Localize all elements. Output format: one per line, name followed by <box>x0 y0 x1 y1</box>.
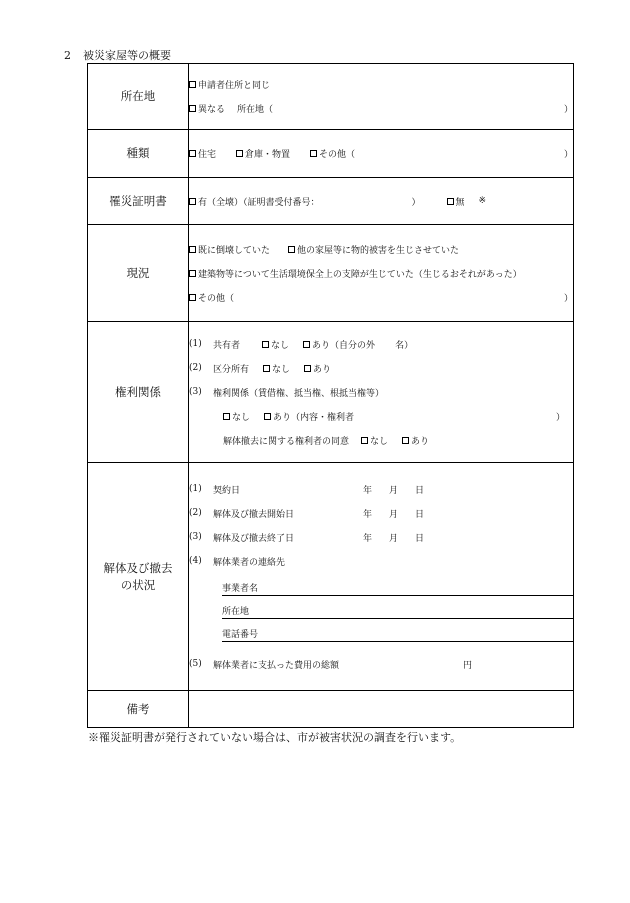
row-rights: 権利関係 (1) 共有者 なし あり （自分の外 名） (2) 区分所有 なし あり (3) 権利関係（賃借権、抵当権、根抵当権等） なし あり （内容・権利者 ） 解体撤去に関する権利者の同意 なし あり <box>88 322 574 463</box>
checkbox-icon[interactable] <box>236 150 243 157</box>
status-label: 現況 <box>88 225 189 322</box>
section-title <box>64 47 171 63</box>
remarks-label: 備考 <box>88 691 189 728</box>
checkbox-icon[interactable] <box>447 198 454 205</box>
checkbox-icon[interactable] <box>189 270 196 277</box>
status-damage-option[interactable]: 他の家屋等に物的被害を生じさせていた <box>297 245 460 256</box>
checkbox-icon[interactable] <box>402 437 409 444</box>
consent-label: 解体撤去に関する権利者の同意 <box>223 436 350 447</box>
status-environment-option[interactable]: 建築物等について生活環境保全上の支障が生じていた（生じるおそれがあった） <box>198 269 522 280</box>
start-date-line: (2) 解体及び撤去開始日 年 月 日 <box>189 508 425 520</box>
row-remarks <box>88 691 574 728</box>
address-field[interactable]: 所在地 <box>222 596 573 619</box>
footnote: ※罹災証明書が発行されていない場合は、市が被害状況の調査を行います。 <box>88 731 462 744</box>
rights-relation-line: (3) 権利関係（賃借権、抵当権、根抵当権等） <box>189 387 385 399</box>
relation-none-option[interactable]: なし <box>232 412 251 423</box>
consent-none-option[interactable]: なし <box>370 436 389 447</box>
checkbox-icon[interactable] <box>223 413 230 420</box>
consent-exists-option[interactable]: あり <box>411 436 430 447</box>
type-house-option[interactable]: 住宅 <box>198 150 217 160</box>
type-other-option[interactable]: その他（ <box>319 150 356 160</box>
checkbox-icon[interactable] <box>304 365 311 372</box>
rights-sectional-line: (2) 区分所有 なし あり <box>189 363 332 375</box>
coowner-exists-option[interactable]: あり <box>312 340 331 351</box>
coowner-none-option[interactable]: なし <box>271 340 290 351</box>
checkbox-icon[interactable] <box>310 150 317 157</box>
overview-form-table <box>87 63 574 728</box>
relation-exists-option[interactable]: あり <box>273 412 292 423</box>
total-cost-line: (5) 解体業者に支払った費用の総額 円 <box>189 659 473 671</box>
section-heading: 被災家屋等の概要 <box>83 49 171 62</box>
remarks-field[interactable] <box>189 691 574 728</box>
certificate-label: 罹災証明書 <box>88 178 189 225</box>
certificate-note-mark: ※ <box>478 196 487 206</box>
certificate-no-option[interactable]: 無 <box>455 197 465 208</box>
location-different-option[interactable]: 異なる 所在地（ ） <box>189 97 573 121</box>
end-date-line: (3) 解体及び撤去終了日 年 月 日 <box>189 532 425 544</box>
status-other-option[interactable]: その他（ <box>198 293 235 304</box>
location-same-option[interactable]: 申請者住所と同じ <box>189 73 573 97</box>
checkbox-icon[interactable] <box>189 105 196 112</box>
location-label: 所在地 <box>88 64 189 130</box>
checkbox-icon[interactable] <box>189 81 196 88</box>
business-name-field[interactable]: 事業者名 <box>222 573 573 596</box>
sectional-none-option[interactable]: なし <box>272 364 291 375</box>
checkbox-icon[interactable] <box>288 246 295 253</box>
checkbox-icon[interactable] <box>303 341 310 348</box>
checkbox-icon[interactable] <box>264 413 271 420</box>
status-collapsed-option[interactable]: 既に倒壊していた <box>198 245 271 256</box>
phone-field[interactable]: 電話番号 <box>222 619 573 642</box>
row-certificate: 罹災証明書 有（全壊）（証明書受付番号： ） 無 ※ <box>88 178 574 225</box>
checkbox-icon[interactable] <box>189 246 196 253</box>
rights-coowner-line: (1) 共有者 なし あり （自分の外 名） <box>189 339 414 351</box>
type-label: 種類 <box>88 130 189 178</box>
section-number: 2 <box>64 49 71 62</box>
checkbox-icon[interactable] <box>189 150 196 157</box>
demolition-label-line1: 解体及び撤去 <box>103 560 173 575</box>
rights-label: 権利関係 <box>88 322 189 463</box>
row-location <box>88 64 574 130</box>
checkbox-icon[interactable] <box>262 341 269 348</box>
row-status: 現況 既に倒壊していた 他の家屋等に物的被害を生じさせていた 建築物等について生活環境保全上の支障が生じていた（生じるおそれがあった） その他（ ） <box>88 225 574 322</box>
row-type: 種類 住宅 倉庫・物置 その他（ ） <box>88 130 574 178</box>
checkbox-icon[interactable] <box>189 294 196 301</box>
demolition-label-line2: の状況 <box>120 577 156 592</box>
contractor-contact-line: (4) 解体業者の連絡先 <box>189 556 286 568</box>
certificate-yes-option[interactable]: 有（全壊）（証明書受付番号： <box>198 197 320 208</box>
type-warehouse-option[interactable]: 倉庫・物置 <box>245 150 291 160</box>
row-demolition <box>88 463 574 691</box>
checkbox-icon[interactable] <box>361 437 368 444</box>
contract-date-line: (1) 契約日 年 月 日 <box>189 484 425 496</box>
checkbox-icon[interactable] <box>189 198 196 205</box>
checkbox-icon[interactable] <box>263 365 270 372</box>
sectional-exists-option[interactable]: あり <box>313 364 332 375</box>
